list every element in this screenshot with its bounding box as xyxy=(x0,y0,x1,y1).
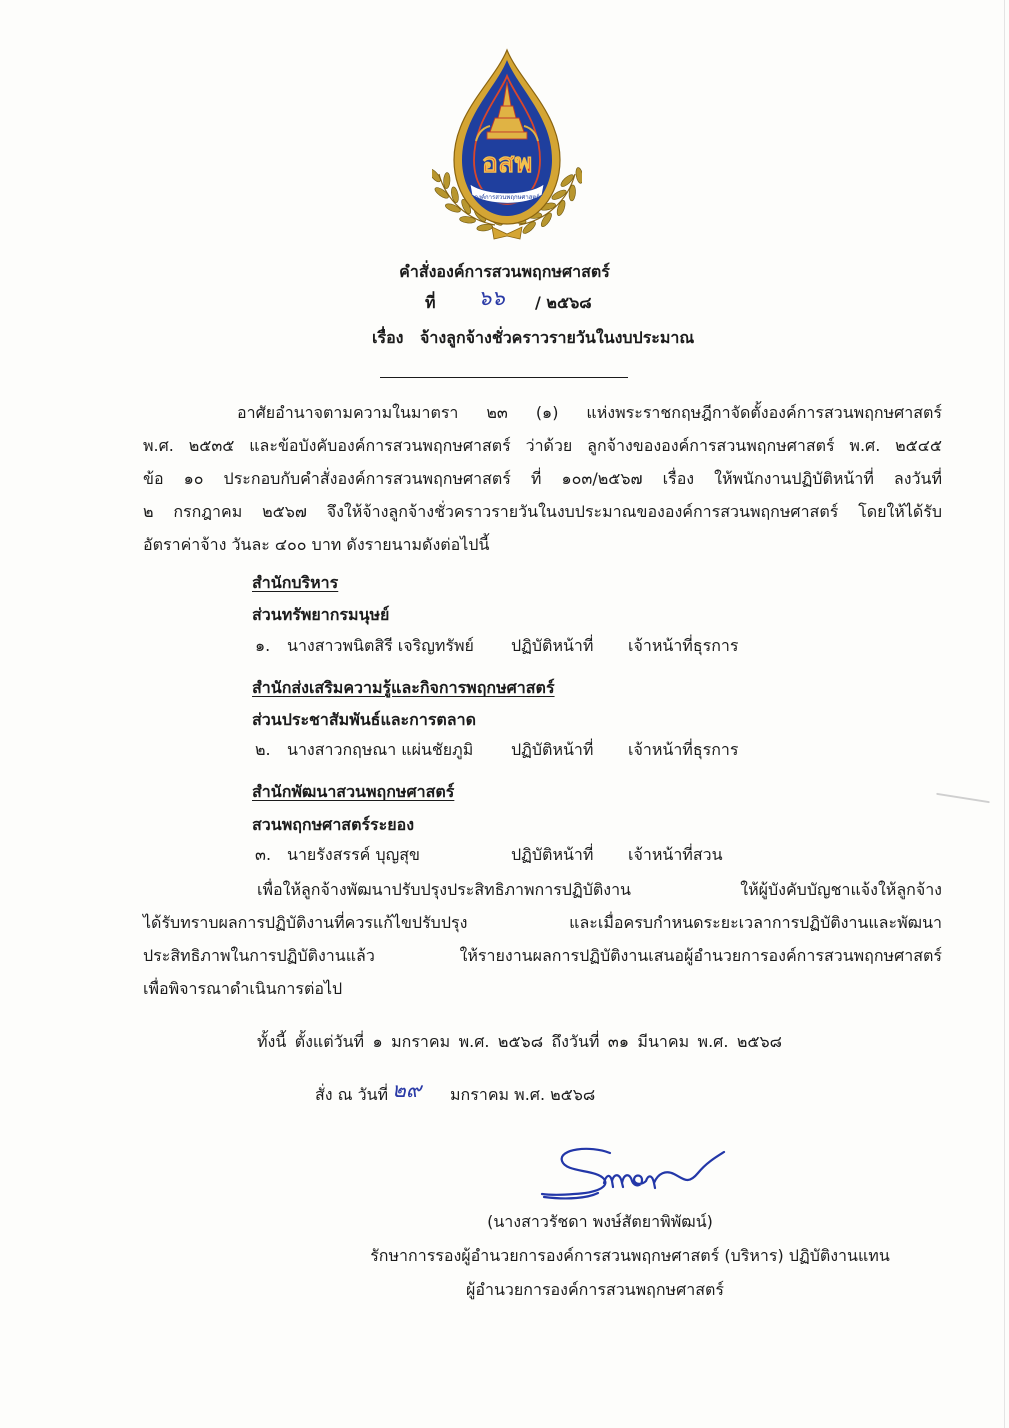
order-date-prefix: สั่ง ณ วันที่ xyxy=(315,1085,389,1104)
employee-number: ๓. xyxy=(255,845,272,864)
handwritten-signature xyxy=(538,1143,728,1205)
logo-ribbon xyxy=(492,227,522,239)
signatory-position-line2: ผู้อำนวยการองค์การสวนพฤกษศาสตร์ xyxy=(466,1280,724,1299)
order-title: คำสั่งองค์การสวนพฤกษศาสตร์ xyxy=(399,262,610,281)
office-heading: สำนักบริหาร xyxy=(252,573,339,592)
header-divider xyxy=(380,377,628,378)
paragraph1-line: ข้อ ๑๐ ประกอบกับคำสั่งองค์การสวนพฤกษศาสตร์ ที่ ๑๐๓/๒๕๖๗ เรื่อง ให้พนักงานปฏิบัติหน้าที่ ลงวันที่ xyxy=(143,469,942,488)
division-heading: สวนพฤกษศาสตร์ระยอง xyxy=(252,815,415,834)
paragraph1-line: ๒ กรกฎาคม ๒๕๖๗ จึงให้จ้างลูกจ้างชั่วคราวรายวันในงบประมาณขององค์การสวนพฤกษศาสตร์ โดยให้ได้รับ xyxy=(143,502,942,521)
order-date-day-handwritten: ๒๙ xyxy=(392,1078,422,1102)
signature-script xyxy=(604,1152,724,1188)
division-heading: ส่วนประชาสัมพันธ์และการตลาด xyxy=(252,710,476,729)
wreath-leaf xyxy=(555,199,566,216)
employee-name: นางสาวพนิตสิรี เจริญทรัพย์ xyxy=(287,636,474,655)
employee-position: เจ้าหน้าที่ธุรการ xyxy=(628,636,739,655)
paragraph1-line: พ.ศ. ๒๕๓๕ และข้อบังคับองค์การสวนพฤกษศาสตร์ ว่าด้วย ลูกจ้างขององค์การสวนพฤกษศาสตร์ พ.ศ. ๒๕๔๕ xyxy=(143,436,942,455)
paragraph2-line: เพื่อพิจารณาดำเนินการต่อไป xyxy=(143,979,343,998)
employee-name: นางสาวกฤษณา แผ่นชัยภูมิ xyxy=(287,740,474,759)
wreath-leaf xyxy=(443,172,450,188)
logo-band-lettering: องค์การสวนพฤกษศาสตร์ xyxy=(474,194,540,201)
employee-number: ๑. xyxy=(255,636,271,655)
wreath-leaf xyxy=(444,202,461,214)
paragraph1-line: อัตราค่าจ้าง วันละ ๔๐๐ บาท ดังรายนามดังต่อไปนี้ xyxy=(143,535,490,554)
order-date-suffix: มกราคม พ.ศ. ๒๕๖๘ xyxy=(450,1085,596,1104)
subject-text: จ้างลูกจ้างชั่วคราวรายวันในงบประมาณ xyxy=(420,328,695,347)
scan-edge-shade xyxy=(1004,0,1005,1428)
order-number-label: ที่ xyxy=(425,293,436,312)
employee-duty-label: ปฏิบัติหน้าที่ xyxy=(511,845,594,864)
wreath-leaf xyxy=(575,167,582,184)
wreath-leaf xyxy=(450,186,460,203)
signatory-position-line1: รักษาการรองผู้อำนวยการองค์การสวนพฤกษศาสตร์ (บริหาร) ปฏิบัติงานแทน xyxy=(370,1246,890,1265)
office-heading: สำนักพัฒนาสวนพฤกษศาสตร์ xyxy=(252,782,455,801)
paragraph2-line: เพื่อให้ลูกจ้างพัฒนาปรับปรุงประสิทธิภาพการปฏิบัติงาน ให้ผู้บังคับบัญชาแจ้งให้ลูกจ้าง xyxy=(257,880,942,899)
employee-position: เจ้าหน้าที่ธุรการ xyxy=(628,740,739,759)
paragraph1-line: อาศัยอำนาจตามความในมาตรา ๒๓ (๑) แห่งพระราชกฤษฎีกาจัดตั้งองค์การสวนพฤกษศาสตร์ xyxy=(237,403,942,422)
scan-mark xyxy=(936,793,990,803)
signatory-name: (นางสาวรัชดา พงษ์สัตยาพิพัฒน์) xyxy=(487,1212,713,1231)
organization-logo xyxy=(432,46,582,246)
division-heading: ส่วนทรัพยากรมนุษย์ xyxy=(252,605,390,624)
employee-position: เจ้าหน้าที่สวน xyxy=(628,845,723,864)
employee-name: นายรังสรรค์ บุญสุข xyxy=(287,845,420,864)
employee-duty-label: ปฏิบัติหน้าที่ xyxy=(511,740,594,759)
employee-number: ๒. xyxy=(255,740,271,759)
order-number-handwritten: ๖๖ xyxy=(478,286,505,310)
paragraph2-line: ได้รับทราบผลการปฏิบัติงานที่ควรแก้ไขปรับปรุง และเมื่อครบกำหนดระยะเวลาการปฏิบัติงานและพัฒนา xyxy=(143,913,942,932)
employee-duty-label: ปฏิบัติหน้าที่ xyxy=(511,636,594,655)
wreath-leaf xyxy=(459,216,476,224)
paragraph2-line: ประสิทธิภาพในการปฏิบัติงานแล้ว ให้รายงานผลการปฏิบัติงานเสนอผู้อำนวยการองค์การสวนพฤกษศาสตร์ xyxy=(143,946,942,965)
signature-flourish xyxy=(542,1149,610,1195)
order-number-year: / ๒๕๖๘ xyxy=(535,293,592,312)
wreath-leaf xyxy=(476,223,493,232)
effective-period: ทั้งนี้ ตั้งแต่วันที่ ๑ มกราคม พ.ศ. ๒๕๖๘ ถึงวันที่ ๓๑ มีนาคม พ.ศ. ๒๕๖๘ xyxy=(257,1032,783,1051)
subject-label: เรื่อง xyxy=(372,328,404,347)
office-heading: สำนักส่งเสริมความรู้และกิจการพฤกษศาสตร์ xyxy=(252,678,555,697)
logo-lettering: อสพ xyxy=(481,148,533,179)
